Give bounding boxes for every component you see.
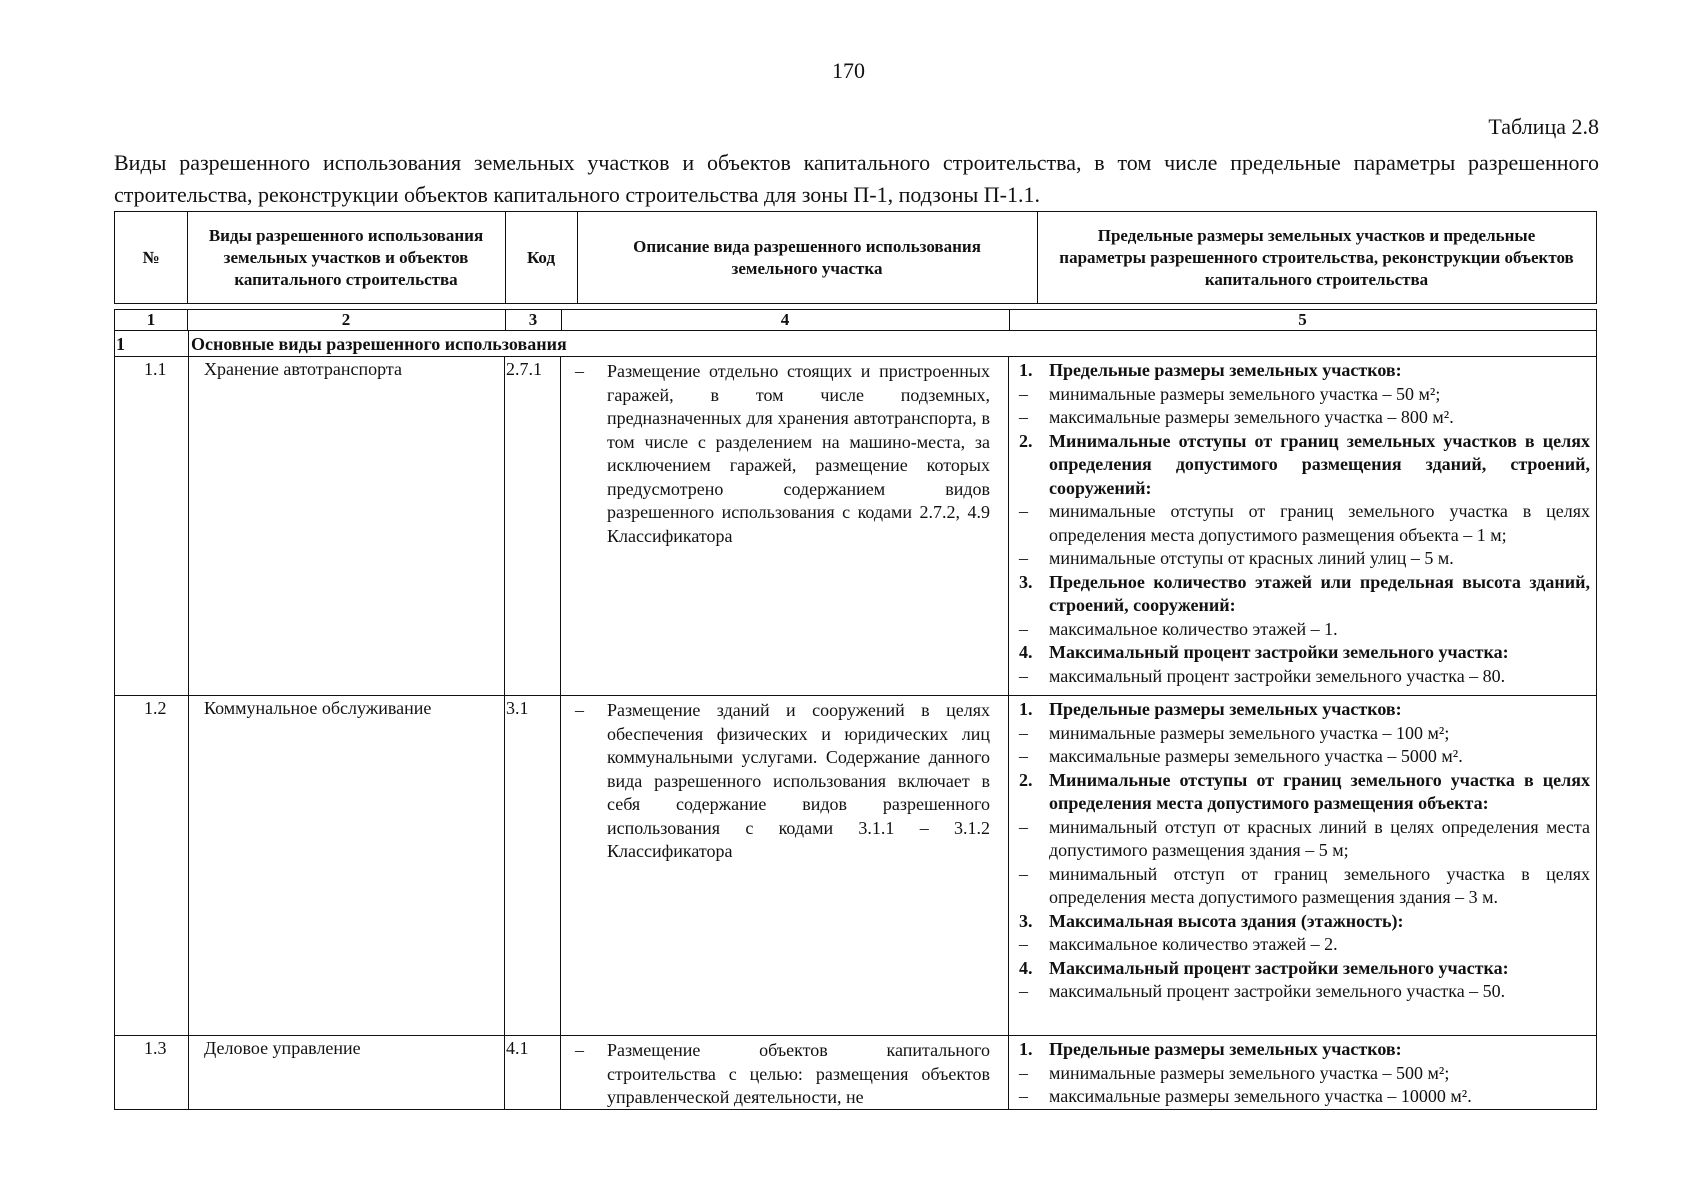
column-number: 2 bbox=[341, 310, 351, 329]
limit-item: – максимальные размеры земельного участка – 5000 м². bbox=[1019, 746, 1463, 766]
limit-item: – минимальные отступы от границ земельного участка в целях определения места допустимого размещения объекта – 1 м; bbox=[1019, 501, 1590, 545]
group-number: 1 bbox=[116, 334, 125, 354]
limit-item: – максимальные размеры земельного участка – 10000 м². bbox=[1019, 1086, 1472, 1106]
row-limits bbox=[1019, 1038, 1590, 1109]
row-code: 4.1 bbox=[506, 1038, 529, 1058]
limit-item: – максимальный процент застройки земельного участка – 80. bbox=[1019, 665, 1506, 686]
limit-item: – максимальные размеры земельного участка – 800 м². bbox=[1019, 407, 1454, 427]
row-type-name: Коммунальное обслуживание bbox=[204, 698, 432, 718]
row-limits bbox=[1019, 359, 1590, 688]
description-dash: – bbox=[575, 361, 584, 381]
row-description: Размещение отдельно стоящих и пристроенных гаражей, в том числе подземных, предназначенных для хранения автотранспорта, в том числе с разделением на машино-места, за исключением гаражей, размещение которых предусмотрено содержанием видов разрешенного использования с кодами 2.7.2, 4.9 Классификатора bbox=[607, 361, 990, 546]
limit-item: 2. Минимальные отступы от границ земельного участка в целях определения места допустимого размещения объекта: bbox=[1019, 769, 1590, 813]
row-description: Размещение объектов капитального строительства с целью: размещения объектов управленческой деятельности, не bbox=[607, 1040, 990, 1107]
row-number: 1.2 bbox=[144, 698, 167, 718]
column-number: 4 bbox=[780, 310, 790, 329]
row-number: 1.1 bbox=[144, 359, 167, 379]
header-code: Код bbox=[526, 247, 556, 267]
row-description: Размещение зданий и сооружений в целях обеспечения физических и юридических лиц коммунальными услугами. Содержание данного вида разрешенного использования включает в себя содержание видов разрешенного использования с кодами 3.1.1 – 3.1.2 Классификатора bbox=[607, 700, 990, 861]
header-number: № bbox=[142, 247, 160, 267]
row-code: 3.1 bbox=[506, 698, 529, 718]
column-number: 1 bbox=[146, 310, 156, 329]
limit-item: 1. Предельные размеры земельных участков: bbox=[1019, 360, 1402, 380]
limit-item: – минимальные размеры земельного участка – 50 м²; bbox=[1019, 383, 1441, 404]
table-header bbox=[114, 211, 1597, 304]
page-number: 170 bbox=[832, 58, 865, 83]
header-limits: Предельные размеры земельных участков и предельные параметры разрешенного строительства, реконструкции объектов капитального строительства bbox=[1059, 225, 1574, 289]
limit-item: 4. Максимальный процент застройки земельного участка: bbox=[1019, 957, 1509, 978]
column-number-row bbox=[114, 309, 1597, 331]
group-title: Основные виды разрешенного использования bbox=[191, 334, 567, 354]
limit-item: – минимальные отступы от красных линий улиц – 5 м. bbox=[1019, 548, 1454, 568]
row-number: 1.3 bbox=[144, 1038, 167, 1058]
limit-item: 1. Предельные размеры земельных участков: bbox=[1019, 699, 1402, 719]
row-limits bbox=[1019, 698, 1590, 1004]
limit-item: – минимальный отступ от красных линий в целях определения места допустимого размещения здания – 5 м; bbox=[1019, 816, 1590, 860]
header-type: Виды разрешенного использования земельных участков и объектов капитального строительства bbox=[208, 225, 484, 289]
limit-item: – минимальные размеры земельного участка – 500 м²; bbox=[1019, 1062, 1450, 1083]
column-number: 3 bbox=[528, 310, 538, 329]
table-caption: Виды разрешенного использования земельных участков и объектов капитального строительства, в том числе предельные параметры разрешенного строительства, реконструкции объектов капитального строительства для зоны П-1, подзоны П-1.1. bbox=[114, 150, 1599, 207]
description-dash: – bbox=[575, 700, 584, 720]
header-description: Описание вида разрешенного использования земельного участка bbox=[633, 236, 981, 278]
table-label: Таблица 2.8 bbox=[1488, 114, 1599, 139]
limit-item: – минимальные размеры земельного участка – 100 м²; bbox=[1019, 722, 1450, 743]
description-dash: – bbox=[575, 1040, 584, 1060]
limit-item: 3. Предельное количество этажей или предельная высота зданий, строений, сооружений: bbox=[1019, 571, 1590, 615]
limit-item: – максимальный процент застройки земельного участка – 50. bbox=[1019, 981, 1506, 1001]
column-number: 5 bbox=[1298, 310, 1307, 329]
limit-item: – максимальное количество этажей – 2. bbox=[1019, 934, 1338, 954]
limit-item: 4. Максимальный процент застройки земельного участка: bbox=[1019, 642, 1509, 662]
limit-item: – максимальное количество этажей – 1. bbox=[1019, 618, 1338, 639]
limit-item: 1. Предельные размеры земельных участков: bbox=[1019, 1039, 1402, 1059]
limit-item: 3. Максимальная высота здания (этажность): bbox=[1019, 910, 1404, 931]
row-code: 2.7.1 bbox=[506, 359, 542, 379]
limit-item: 2. Минимальные отступы от границ земельных участков в целях определения допустимого размещения зданий, строений, сооружений: bbox=[1019, 430, 1590, 498]
limit-item: – минимальный отступ от границ земельного участка в целях определения места допустимого размещения здания – 3 м. bbox=[1019, 863, 1590, 907]
row-type-name: Деловое управление bbox=[204, 1038, 361, 1058]
row-type-name: Хранение автотранспорта bbox=[204, 359, 402, 379]
